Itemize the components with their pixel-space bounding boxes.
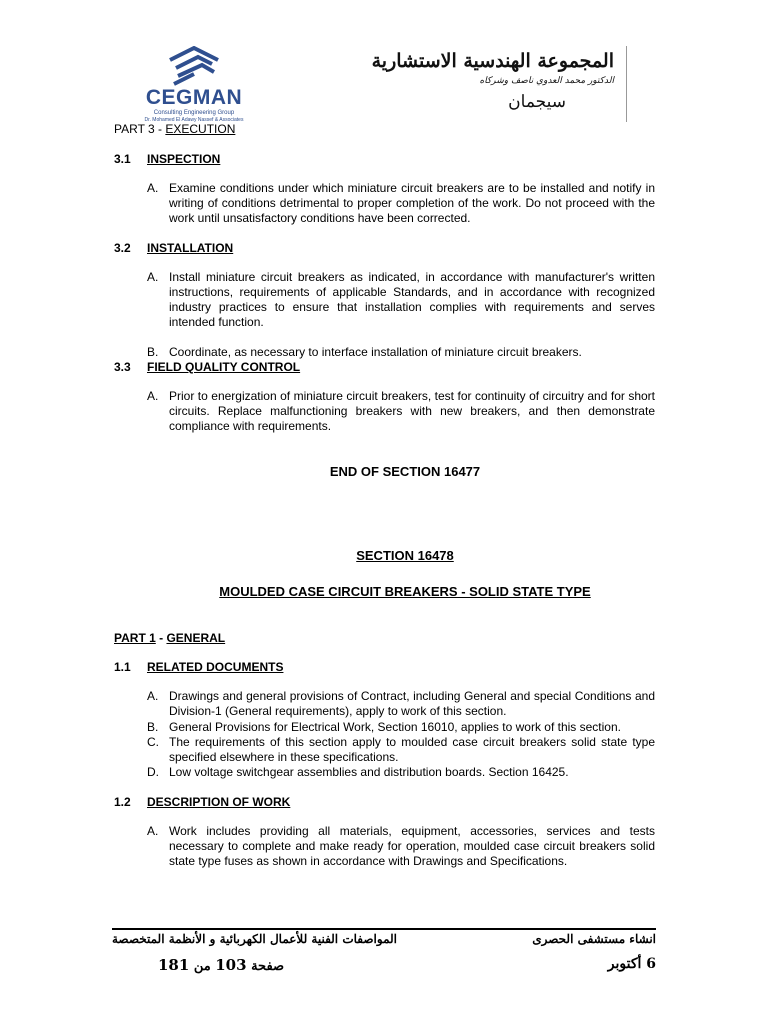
item-letter: B. [147, 345, 159, 359]
section-title: INSTALLATION [147, 241, 234, 255]
part-separator: - [155, 631, 167, 645]
item-text: Coordinate, as necessary to interface installation of miniature circuit breakers. [169, 345, 582, 359]
section-title: DESCRIPTION OF WORK [147, 795, 291, 809]
section-subject-title: MOULDED CASE CIRCUIT BREAKERS - SOLID STATE TYPE [219, 584, 591, 599]
page-number [158, 956, 284, 974]
list-item [147, 689, 655, 719]
item-text: General Provisions for Electrical Work, Section 16010, applies to work of this section. [169, 720, 621, 734]
section-title: FIELD QUALITY CONTROL [147, 360, 301, 374]
section-number-title: SECTION 16478 [356, 548, 454, 563]
part-title: EXECUTION [165, 122, 236, 136]
item-text: Work includes providing all materials, equipment, accessories, services and tests necessary to complete and make ready for operation, moulded case circuit breakers solid state type fuses as shown in accordance with Drawings and Specifications. [169, 824, 655, 868]
item-letter: A. [147, 270, 159, 284]
section-number: 3.3 [114, 360, 131, 374]
item-text: Low voltage switchgear assemblies and distribution boards. Section 16425. [169, 765, 569, 779]
part-heading [114, 122, 235, 136]
part-label: PART 3 [114, 122, 155, 136]
item-text: Examine conditions under which miniature circuit breakers are to be installed and notify in writing of conditions detrimental to proper completion of the work. Do not proceed with the work until unsatisfactory conditions have been corrected. [169, 181, 655, 225]
part-title: GENERAL [166, 631, 226, 645]
page-current: 103 [215, 956, 247, 974]
logo-subtitle: Consulting Engineering Group [153, 110, 235, 116]
arabic-logo-line3: سيجمان [508, 92, 566, 112]
section-number: 3.2 [114, 241, 131, 255]
item-text: Prior to energization of miniature circuit breakers, test for continuity of circuitry and for short circuits. Replace malfunctioning breakers with new breakers, and then demonstrate compliance with requirements. [169, 389, 655, 433]
item-letter: D. [147, 765, 159, 779]
item-letter: B. [147, 720, 159, 734]
section-number: 3.1 [114, 152, 131, 166]
arabic-logo-line2: الدكتور محمد العدوي ناصف وشركاه [479, 76, 614, 86]
list-item [147, 765, 655, 780]
section-subject [114, 584, 696, 599]
cegman-logo [140, 46, 250, 124]
item-letter: A. [147, 824, 159, 838]
list-item [147, 720, 655, 735]
logo-name: CEGMAN [145, 86, 243, 109]
list-item [147, 270, 655, 330]
arabic-logo [371, 46, 627, 122]
section-heading [114, 548, 696, 563]
item-text: Install miniature circuit breakers as indicated, in accordance with manufacturer's written instructions, requirements of applicable Standards, and in accordance with recognized industry practices to ensure that installation complies with requirements and serves intended function. [169, 270, 655, 329]
section-title: RELATED DOCUMENTS [147, 660, 284, 674]
end-of-section: END OF SECTION 16477 [329, 464, 481, 479]
list-item [147, 735, 655, 765]
item-text: The requirements of this section apply to moulded case circuit breakers solid state type specified elsewhere in these specifications. [169, 735, 655, 764]
list-item [147, 181, 655, 226]
part-heading-2 [114, 631, 225, 645]
footer-divider [112, 928, 656, 930]
arabic-logo-line1: المجموعة الهندسية الاستشارية [371, 50, 614, 72]
footer-right-title: انشاء مستشفى الحصرى [532, 932, 656, 946]
item-text: Drawings and general provisions of Contract, including General and special Conditions and Division-1 (General requirements), apply to work of this section. [169, 689, 655, 718]
part-label: PART 1 [114, 631, 156, 645]
cegman-emblem-icon [164, 46, 224, 86]
item-letter: C. [147, 735, 159, 749]
page-total: 181 [158, 956, 190, 974]
page-of: من [193, 959, 211, 974]
logo-subtitle-2: Dr. Mohamed El Adawy Nassef & Associates [144, 117, 244, 123]
page-word: صفحة [251, 959, 285, 974]
list-item [147, 389, 655, 434]
item-letter: A. [147, 181, 159, 195]
part-separator: - [154, 122, 166, 136]
list-item [147, 345, 655, 360]
footer-left-title: المواصفات الفنية للأعمال الكهربائية و الأنظمة المتخصصة [112, 932, 397, 946]
section-number: 1.2 [114, 795, 131, 809]
footer-right-sub: 6 أكتوبر [607, 956, 656, 972]
item-letter: A. [147, 689, 159, 703]
item-letter: A. [147, 389, 159, 403]
list-item [147, 824, 655, 869]
section-number: 1.1 [114, 660, 131, 674]
section-title: INSPECTION [147, 152, 221, 166]
